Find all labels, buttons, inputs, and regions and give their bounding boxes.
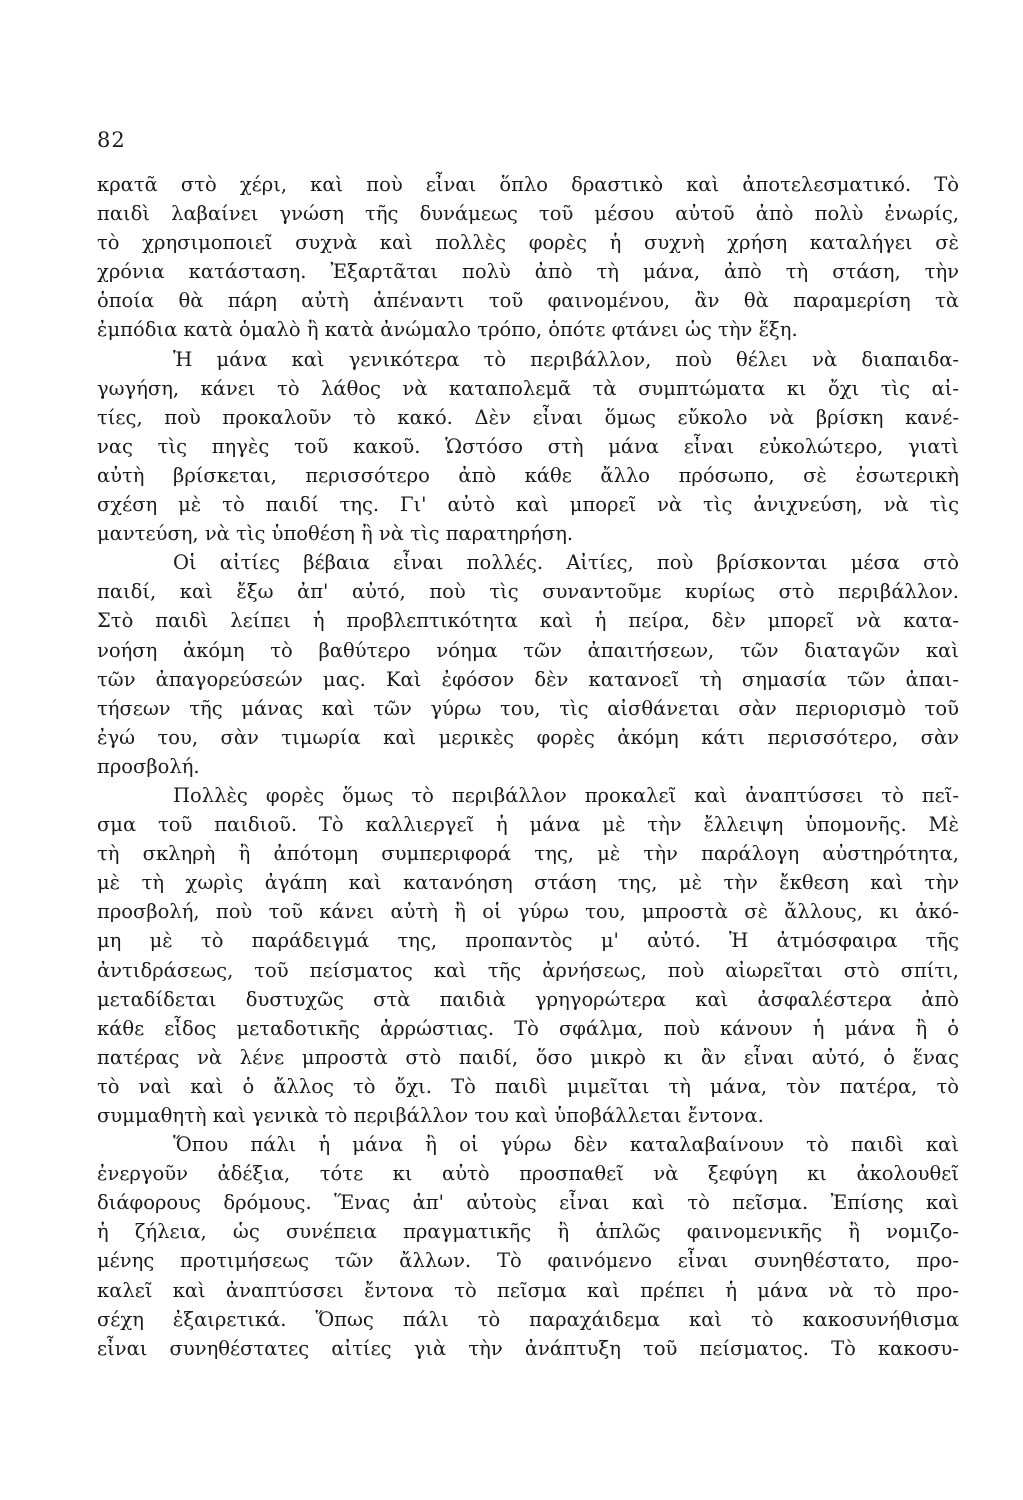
text-line: τὴ σκληρὴ ἢ ἀπότομη συμπεριφορά της, μὲ τὴν παράλογη αὐστηρότητα, xyxy=(97,842,959,866)
text-line: πατέρας νὰ λένε μπροστὰ στὸ παιδί, ὅσο μικρὸ κι ἂν εἶναι αὐτό, ὁ ἕνας xyxy=(97,1045,959,1069)
paragraph-first-line: Οἱ αἰτίες βέβαια εἶναι πολλές. Αἰτίες, ποὺ βρίσκονται μέσα στὸ xyxy=(173,551,959,575)
text-line: τήσεων τῆς μάνας καὶ τῶν γύρω του, τὶς αἰσθάνεται σὰν περιορισμὸ τοῦ xyxy=(97,696,959,720)
text-line: μη μὲ τὸ παράδειγμά της, προπαντὸς μ' αὐτό. Ἡ ἀτμόσφαιρα τῆς xyxy=(97,929,959,953)
text-line: σχέση μὲ τὸ παιδί της. Γι' αὐτὸ καὶ μπορεῖ νὰ τὶς ἀνιχνεύση, νὰ τὶς xyxy=(97,493,959,517)
text-line: μαντεύση, νὰ τὶς ὑποθέση ἢ νὰ τὶς παρατηρήση. xyxy=(97,522,574,546)
text-line: τὸ χρησιμοποιεῖ συχνὰ καὶ πολλὲς φορὲς ἡ συχνὴ χρήση καταλήγει σὲ xyxy=(97,231,959,255)
text-line: σέχη ἐξαιρετικά. Ὅπως πάλι τὸ παραχάιδεμα καὶ τὸ κακοσυνήθισμα xyxy=(97,1307,959,1331)
text-line: προσβολή, ποὺ τοῦ κάνει αὐτὴ ἢ οἱ γύρω του, μπροστὰ σὲ ἄλλους, κι ἀκό- xyxy=(97,900,959,924)
text-line: διάφορους δρόμους. Ἕνας ἀπ' αὐτοὺς εἶναι καὶ τὸ πεῖσμα. Ἐπίσης καὶ xyxy=(97,1191,959,1215)
text-line: ἐνεργοῦν ἀδέξια, τότε κι αὐτὸ προσπαθεῖ νὰ ξεφύγη κι ἀκολουθεῖ xyxy=(97,1162,959,1186)
body-text xyxy=(97,170,959,1363)
page-number: 82 xyxy=(97,128,126,152)
text-line: νοήση ἀκόμη τὸ βαθύτερο νόημα τῶν ἀπαιτήσεων, τῶν διαταγῶν καὶ xyxy=(97,638,959,662)
text-line: τῶν ἀπαγορεύσεών μας. Καὶ ἐφόσον δὲν κατανοεῖ τὴ σημασία τῶν ἀπαι- xyxy=(97,667,959,691)
text-line: κρατᾶ στὸ χέρι, καὶ ποὺ εἶναι ὅπλο δραστικὸ καὶ ἀποτελεσματικό. Τὸ xyxy=(97,173,959,196)
text-line: γωγήση, κάνει τὸ λάθος νὰ καταπολεμᾶ τὰ συμπτώματα κι ὄχι τὶς αἰ- xyxy=(97,376,959,400)
text-line: ἡ ζήλεια, ὡς συνέπεια πραγματικῆς ἢ ἁπλῶς φαινομενικῆς ἢ νομιζο- xyxy=(97,1220,959,1244)
text-line: κάθε εἶδος μεταδοτικῆς ἀρρώστιας. Τὸ σφάλμα, ποὺ κάνουν ἡ μάνα ἢ ὁ xyxy=(97,1016,959,1040)
text-line: μεταδίδεται δυστυχῶς στὰ παιδιὰ γρηγορώτερα καὶ ἀσφαλέστερα ἀπὸ xyxy=(97,987,959,1011)
text-line: καλεῖ καὶ ἀναπτύσσει ἔντονα τὸ πεῖσμα καὶ πρέπει ἡ μάνα νὰ τὸ προ- xyxy=(97,1278,959,1302)
text-line: χρόνια κατάσταση. Ἐξαρτᾶται πολὺ ἀπὸ τὴ μάνα, ἀπὸ τὴ στάση, τὴν xyxy=(97,260,959,284)
text-line: σμα τοῦ παιδιοῦ. Τὸ καλλιεργεῖ ἡ μάνα μὲ τὴν ἔλλειψη ὑπομονῆς. Μὲ xyxy=(97,813,959,837)
text-line: αὐτὴ βρίσκεται, περισσότερο ἀπὸ κάθε ἄλλο πρόσωπο, σὲ ἐσωτερικὴ xyxy=(97,463,959,487)
text-line: Στὸ παιδὶ λείπει ἡ προβλεπτικότητα καὶ ἡ πείρα, δὲν μπορεῖ νὰ κατα- xyxy=(97,609,959,633)
text-line: ὁποία θὰ πάρη αὐτὴ ἀπέναντι τοῦ φαινομένου, ἂν θὰ παραμερίση τὰ xyxy=(97,289,959,313)
text-line: νας τὶς πηγὲς τοῦ κακοῦ. Ὡστόσο στὴ μάνα εἶναι εὐκολώτερο, γιατὶ xyxy=(97,434,959,458)
paragraph-first-line: Ἡ μάνα καὶ γενικότερα τὸ περιβάλλον, ποὺ θέλει νὰ διαπαιδα- xyxy=(173,347,959,371)
text-line: παιδί, καὶ ἔξω ἀπ' αὐτό, ποὺ τὶς συναντοῦμε κυρίως στὸ περιβάλλον. xyxy=(97,580,959,604)
text-line: παιδὶ λαβαίνει γνώση τῆς δυνάμεως τοῦ μέσου αὐτοῦ ἀπὸ πολὺ ἐνωρίς, xyxy=(97,202,959,226)
paragraph-first-line: Ὅπου πάλι ἡ μάνα ἢ οἱ γύρω δὲν καταλαβαίνουν τὸ παιδὶ καὶ xyxy=(173,1133,959,1157)
text-line: ἀντιδράσεως, τοῦ πείσματος καὶ τῆς ἀρνήσεως, ποὺ αἰωρεῖται στὸ σπίτι, xyxy=(97,958,959,982)
text-line: μὲ τὴ χωρὶς ἀγάπη καὶ κατανόηση στάση της, μὲ τὴν ἔκθεση καὶ τὴν xyxy=(97,871,959,895)
text-line: προσβολή. xyxy=(97,754,200,778)
text-line: τὸ ναὶ καὶ ὁ ἄλλος τὸ ὄχι. Τὸ παιδὶ μιμεῖται τὴ μάνα, τὸν πατέρα, τὸ xyxy=(97,1074,959,1098)
text-line: συμμαθητὴ καὶ γενικὰ τὸ περιβάλλον του καὶ ὑποβάλλεται ἔντονα. xyxy=(97,1104,764,1127)
text-line: εἶναι συνηθέστατες αἰτίες γιὰ τὴν ἀνάπτυξη τοῦ πείσματος. Τὸ κακοσυ- xyxy=(97,1336,959,1360)
paragraph-first-line: Πολλὲς φορὲς ὅμως τὸ περιβάλλον προκαλεῖ καὶ ἀναπτύσσει τὸ πεῖ- xyxy=(173,783,959,807)
text-line: τίες, ποὺ προκαλοῦν τὸ κακό. Δὲν εἶναι ὅμως εὔκολο νὰ βρίσκη κανέ- xyxy=(97,405,959,429)
text-line: ἐμπόδια κατὰ ὁμαλὸ ἢ κατὰ ἀνώμαλο τρόπο, ὁπότε φτάνει ὡς τὴν ἕξη. xyxy=(97,318,798,342)
text-line: ἐγώ του, σὰν τιμωρία καὶ μερικὲς φορὲς ἀκόμη κάτι περισσότερο, σὰν xyxy=(97,725,959,749)
text-line: μένης προτιμήσεως τῶν ἄλλων. Τὸ φαινόμενο εἶναι συνηθέστατο, προ- xyxy=(97,1249,959,1273)
